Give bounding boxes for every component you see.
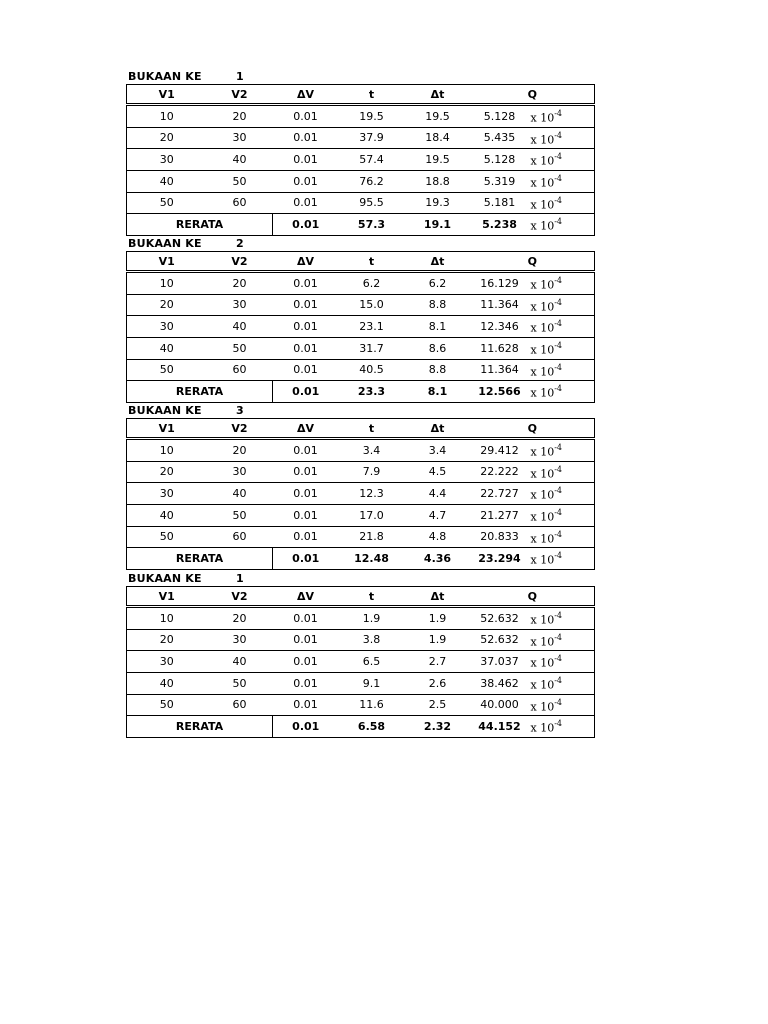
cell-delta-t: 3.4: [405, 439, 471, 462]
cell-delta-v: 0.01: [273, 504, 339, 526]
unit-label: [529, 526, 595, 548]
average-t: 23.3: [357, 385, 386, 399]
cell-delta-v: 0.01: [273, 359, 339, 381]
cell-v1: 40: [127, 504, 207, 526]
cell-t: 57.4: [339, 149, 405, 171]
cell-t: 40.5: [339, 359, 405, 381]
average-label: RERATA: [175, 552, 224, 566]
average-label: RERATA: [175, 218, 224, 232]
unit-exponent: -4: [554, 195, 562, 205]
cell-q: 38.462: [471, 672, 529, 694]
unit-exponent: -4: [554, 276, 562, 285]
cell-q: 5.128: [471, 149, 529, 171]
cell-v2: 50: [207, 170, 273, 192]
header-t: t: [339, 85, 405, 105]
table-row: [127, 526, 595, 548]
unit-exponent: -4: [554, 217, 562, 227]
unit-base: x 10: [530, 365, 555, 379]
header-row: [127, 252, 595, 272]
cell-q: 21.277: [471, 504, 529, 526]
table-row: [127, 439, 595, 462]
cell-t: 1.9: [339, 607, 405, 630]
cell-v2: 40: [207, 316, 273, 338]
average-delta-t: 2.32: [423, 720, 452, 734]
average-delta-t: 19.1: [423, 218, 452, 232]
cell-v2: 50: [207, 504, 273, 526]
cell-q: 12.346: [471, 316, 529, 338]
unit-label: [529, 629, 595, 651]
cell-v1: 20: [127, 127, 207, 149]
average-delta-t: 8.1: [427, 385, 448, 399]
header-delta-t: Δt: [405, 419, 471, 439]
unit-exponent: -4: [554, 319, 562, 329]
unit-label: [529, 105, 595, 128]
table-row: [127, 629, 595, 651]
cell-delta-v: 0.01: [273, 607, 339, 630]
cell-t: 7.9: [339, 461, 405, 483]
cell-q: 5.319: [471, 170, 529, 192]
average-label: RERATA: [175, 385, 224, 399]
block-number: 1: [236, 70, 244, 83]
cell-delta-v: 0.01: [273, 651, 339, 673]
unit-base: x 10: [530, 700, 555, 714]
header-delta-v: ΔV: [273, 252, 339, 272]
average-row: [127, 381, 595, 403]
table-row: [127, 127, 595, 149]
unit-base: x 10: [530, 219, 555, 233]
block-number: 1: [236, 572, 244, 585]
block-number: 2: [236, 237, 244, 250]
header-v2: V2: [207, 85, 273, 105]
cell-delta-t: 1.9: [405, 629, 471, 651]
cell-delta-t: 4.5: [405, 461, 471, 483]
cell-v1: 30: [127, 651, 207, 673]
cell-v2: 20: [207, 607, 273, 630]
table-row: [127, 694, 595, 716]
unit-base: x 10: [530, 510, 555, 524]
table-row: [127, 272, 595, 295]
unit-exponent: -4: [554, 340, 562, 350]
unit-exponent: -4: [554, 529, 562, 539]
cell-v2: 60: [207, 526, 273, 548]
cell-delta-v: 0.01: [273, 192, 339, 214]
block-label: [128, 237, 244, 251]
header-v1: V1: [127, 419, 207, 439]
average-delta-v: 0.01: [273, 716, 339, 738]
cell-q: 29.412: [471, 439, 529, 462]
unit-exponent: -4: [554, 109, 562, 118]
cell-t: 3.4: [339, 439, 405, 462]
cell-v1: 10: [127, 607, 207, 630]
header-delta-v: ΔV: [273, 85, 339, 105]
unit-label: [529, 294, 595, 316]
average-row: [127, 716, 595, 738]
header-row: [127, 587, 595, 607]
cell-q: 11.364: [471, 359, 529, 381]
cell-delta-v: 0.01: [273, 439, 339, 462]
cell-v1: 10: [127, 439, 207, 462]
cell-delta-t: 19.5: [405, 149, 471, 171]
block-label-text: BUKAAN KE: [128, 237, 202, 250]
unit-base: x 10: [530, 278, 555, 292]
average-row: [127, 214, 595, 236]
cell-q: 22.727: [471, 483, 529, 505]
cell-v2: 20: [207, 439, 273, 462]
table-row: [127, 316, 595, 338]
cell-v2: 50: [207, 672, 273, 694]
cell-v1: 50: [127, 694, 207, 716]
unit-base: x 10: [530, 445, 555, 459]
data-table: [126, 84, 595, 236]
average-q: 12.566: [478, 385, 521, 399]
cell-delta-t: 8.1: [405, 316, 471, 338]
cell-delta-v: 0.01: [273, 272, 339, 295]
cell-q: 11.628: [471, 337, 529, 359]
cell-delta-t: 1.9: [405, 607, 471, 630]
unit-exponent: -4: [554, 697, 562, 707]
unit-exponent: -4: [554, 130, 562, 140]
cell-q: 5.128: [471, 105, 529, 128]
table-row: [127, 359, 595, 381]
unit-label: [529, 149, 595, 171]
unit-label: [529, 672, 595, 694]
data-table: [126, 251, 595, 403]
cell-t: 9.1: [339, 672, 405, 694]
average-delta-v: 0.01: [273, 548, 339, 570]
cell-delta-v: 0.01: [273, 337, 339, 359]
cell-v1: 50: [127, 192, 207, 214]
table-row: [127, 105, 595, 128]
cell-v2: 20: [207, 105, 273, 128]
cell-q: 20.833: [471, 526, 529, 548]
cell-v1: 40: [127, 337, 207, 359]
unit-label: [529, 504, 595, 526]
unit-exponent: -4: [554, 443, 562, 452]
unit-label: [529, 337, 595, 359]
unit-label: [529, 127, 595, 149]
cell-delta-v: 0.01: [273, 526, 339, 548]
cell-delta-v: 0.01: [273, 170, 339, 192]
header-delta-v: ΔV: [273, 587, 339, 607]
table-row: [127, 294, 595, 316]
unit-base: x 10: [530, 532, 555, 546]
table-row: [127, 461, 595, 483]
average-delta-t: 4.36: [423, 552, 452, 566]
cell-delta-v: 0.01: [273, 461, 339, 483]
unit-exponent: -4: [554, 486, 562, 496]
cell-delta-t: 19.5: [405, 105, 471, 128]
cell-delta-t: 18.8: [405, 170, 471, 192]
table-row: [127, 149, 595, 171]
cell-q: 5.181: [471, 192, 529, 214]
cell-t: 12.3: [339, 483, 405, 505]
cell-delta-v: 0.01: [273, 483, 339, 505]
cell-delta-v: 0.01: [273, 127, 339, 149]
header-delta-t: Δt: [405, 252, 471, 272]
unit-exponent: -4: [554, 632, 562, 642]
block-label: [128, 572, 244, 586]
cell-t: 15.0: [339, 294, 405, 316]
unit-label: [529, 461, 595, 483]
cell-delta-t: 4.8: [405, 526, 471, 548]
table-body: [127, 439, 595, 548]
block-label: [128, 404, 244, 418]
cell-v1: 20: [127, 294, 207, 316]
cell-t: 31.7: [339, 337, 405, 359]
average-t: 57.3: [357, 218, 386, 232]
cell-v2: 60: [207, 192, 273, 214]
cell-t: 6.5: [339, 651, 405, 673]
unit-exponent: -4: [554, 507, 562, 517]
cell-v2: 30: [207, 629, 273, 651]
unit-base: x 10: [530, 467, 555, 481]
table-row: [127, 651, 595, 673]
cell-t: 3.8: [339, 629, 405, 651]
cell-delta-t: 6.2: [405, 272, 471, 295]
cell-v2: 60: [207, 694, 273, 716]
header-t: t: [339, 587, 405, 607]
cell-t: 95.5: [339, 192, 405, 214]
cell-delta-v: 0.01: [273, 105, 339, 128]
average-label: RERATA: [175, 720, 224, 734]
header-q: Q: [471, 85, 595, 105]
block-label-text: BUKAAN KE: [128, 404, 202, 417]
header-q: Q: [471, 252, 595, 272]
unit-label: [529, 272, 595, 295]
unit-label: [529, 316, 595, 338]
unit-label: [529, 170, 595, 192]
cell-delta-t: 4.4: [405, 483, 471, 505]
cell-v1: 30: [127, 149, 207, 171]
cell-q: 16.129: [471, 272, 529, 295]
cell-v2: 40: [207, 651, 273, 673]
header-v1: V1: [127, 85, 207, 105]
header-v1: V1: [127, 587, 207, 607]
cell-t: 76.2: [339, 170, 405, 192]
unit-label: [529, 381, 595, 403]
cell-v1: 10: [127, 105, 207, 128]
average-q: 5.238: [482, 218, 517, 232]
cell-t: 11.6: [339, 694, 405, 716]
unit-exponent: -4: [554, 611, 562, 620]
cell-v1: 50: [127, 526, 207, 548]
unit-base: x 10: [530, 321, 555, 335]
unit-label: [529, 694, 595, 716]
cell-v2: 40: [207, 483, 273, 505]
header-v2: V2: [207, 252, 273, 272]
unit-label: [529, 716, 595, 738]
unit-base: x 10: [530, 386, 555, 400]
average-delta-v: 0.01: [273, 381, 339, 403]
unit-exponent: -4: [554, 384, 562, 394]
unit-label: [529, 192, 595, 214]
average-t: 12.48: [354, 552, 389, 566]
unit-exponent: -4: [554, 173, 562, 183]
cell-delta-t: 2.6: [405, 672, 471, 694]
cell-v2: 30: [207, 461, 273, 483]
cell-delta-v: 0.01: [273, 694, 339, 716]
table-row: [127, 607, 595, 630]
cell-delta-t: 2.5: [405, 694, 471, 716]
unit-exponent: -4: [554, 152, 562, 162]
header-v2: V2: [207, 419, 273, 439]
cell-v2: 30: [207, 294, 273, 316]
unit-base: x 10: [530, 656, 555, 670]
cell-q: 52.632: [471, 629, 529, 651]
cell-t: 37.9: [339, 127, 405, 149]
table-row: [127, 672, 595, 694]
cell-delta-v: 0.01: [273, 149, 339, 171]
unit-label: [529, 607, 595, 630]
cell-delta-v: 0.01: [273, 672, 339, 694]
unit-label: [529, 439, 595, 462]
average-delta-v: 0.01: [273, 214, 339, 236]
unit-label: [529, 214, 595, 236]
cell-q: 5.435: [471, 127, 529, 149]
unit-exponent: -4: [554, 362, 562, 372]
cell-delta-t: 19.3: [405, 192, 471, 214]
block-label: [128, 70, 244, 84]
average-row: [127, 548, 595, 570]
header-delta-t: Δt: [405, 85, 471, 105]
unit-base: x 10: [530, 488, 555, 502]
table-body: [127, 272, 595, 381]
cell-delta-v: 0.01: [273, 316, 339, 338]
cell-v1: 40: [127, 170, 207, 192]
cell-q: 37.037: [471, 651, 529, 673]
unit-exponent: -4: [554, 675, 562, 685]
table-body: [127, 607, 595, 716]
cell-v1: 10: [127, 272, 207, 295]
cell-delta-t: 18.4: [405, 127, 471, 149]
average-t: 6.58: [357, 720, 386, 734]
cell-v2: 50: [207, 337, 273, 359]
unit-label: [529, 548, 595, 570]
unit-base: x 10: [530, 133, 555, 147]
unit-label: [529, 359, 595, 381]
cell-delta-t: 4.7: [405, 504, 471, 526]
cell-delta-v: 0.01: [273, 294, 339, 316]
cell-v2: 20: [207, 272, 273, 295]
table-body: [127, 105, 595, 214]
cell-t: 17.0: [339, 504, 405, 526]
cell-delta-v: 0.01: [273, 629, 339, 651]
cell-v2: 60: [207, 359, 273, 381]
unit-label: [529, 651, 595, 673]
average-q: 23.294: [478, 552, 521, 566]
data-table: [126, 586, 595, 738]
cell-v1: 20: [127, 461, 207, 483]
unit-base: x 10: [530, 613, 555, 627]
cell-v2: 30: [207, 127, 273, 149]
cell-t: 21.8: [339, 526, 405, 548]
cell-v1: 30: [127, 483, 207, 505]
cell-t: 19.5: [339, 105, 405, 128]
block-number: 3: [236, 404, 244, 417]
cell-q: 11.364: [471, 294, 529, 316]
unit-exponent: -4: [554, 464, 562, 474]
cell-delta-t: 8.6: [405, 337, 471, 359]
cell-v2: 40: [207, 149, 273, 171]
block-label-text: BUKAAN KE: [128, 70, 202, 83]
cell-delta-t: 8.8: [405, 359, 471, 381]
cell-t: 6.2: [339, 272, 405, 295]
unit-base: x 10: [530, 111, 555, 125]
average-q: 44.152: [478, 720, 521, 734]
header-q: Q: [471, 587, 595, 607]
unit-base: x 10: [530, 553, 555, 567]
header-v2: V2: [207, 587, 273, 607]
unit-exponent: -4: [554, 551, 562, 561]
unit-exponent: -4: [554, 719, 562, 729]
data-table: [126, 418, 595, 570]
cell-delta-t: 8.8: [405, 294, 471, 316]
table-row: [127, 192, 595, 214]
cell-q: 52.632: [471, 607, 529, 630]
table-row: [127, 483, 595, 505]
header-q: Q: [471, 419, 595, 439]
header-t: t: [339, 252, 405, 272]
cell-delta-t: 2.7: [405, 651, 471, 673]
unit-base: x 10: [530, 154, 555, 168]
unit-base: x 10: [530, 176, 555, 190]
unit-base: x 10: [530, 300, 555, 314]
cell-q: 40.000: [471, 694, 529, 716]
cell-v1: 40: [127, 672, 207, 694]
cell-q: 22.222: [471, 461, 529, 483]
block-label-text: BUKAAN KE: [128, 572, 202, 585]
unit-exponent: -4: [554, 654, 562, 664]
unit-base: x 10: [530, 678, 555, 692]
unit-base: x 10: [530, 343, 555, 357]
table-row: [127, 170, 595, 192]
header-row: [127, 85, 595, 105]
header-t: t: [339, 419, 405, 439]
table-row: [127, 337, 595, 359]
header-v1: V1: [127, 252, 207, 272]
cell-t: 23.1: [339, 316, 405, 338]
cell-v1: 50: [127, 359, 207, 381]
cell-v1: 30: [127, 316, 207, 338]
header-delta-v: ΔV: [273, 419, 339, 439]
cell-v1: 20: [127, 629, 207, 651]
unit-base: x 10: [530, 721, 555, 735]
unit-exponent: -4: [554, 297, 562, 307]
table-row: [127, 504, 595, 526]
header-delta-t: Δt: [405, 587, 471, 607]
unit-label: [529, 483, 595, 505]
unit-base: x 10: [530, 635, 555, 649]
header-row: [127, 419, 595, 439]
unit-base: x 10: [530, 198, 555, 212]
